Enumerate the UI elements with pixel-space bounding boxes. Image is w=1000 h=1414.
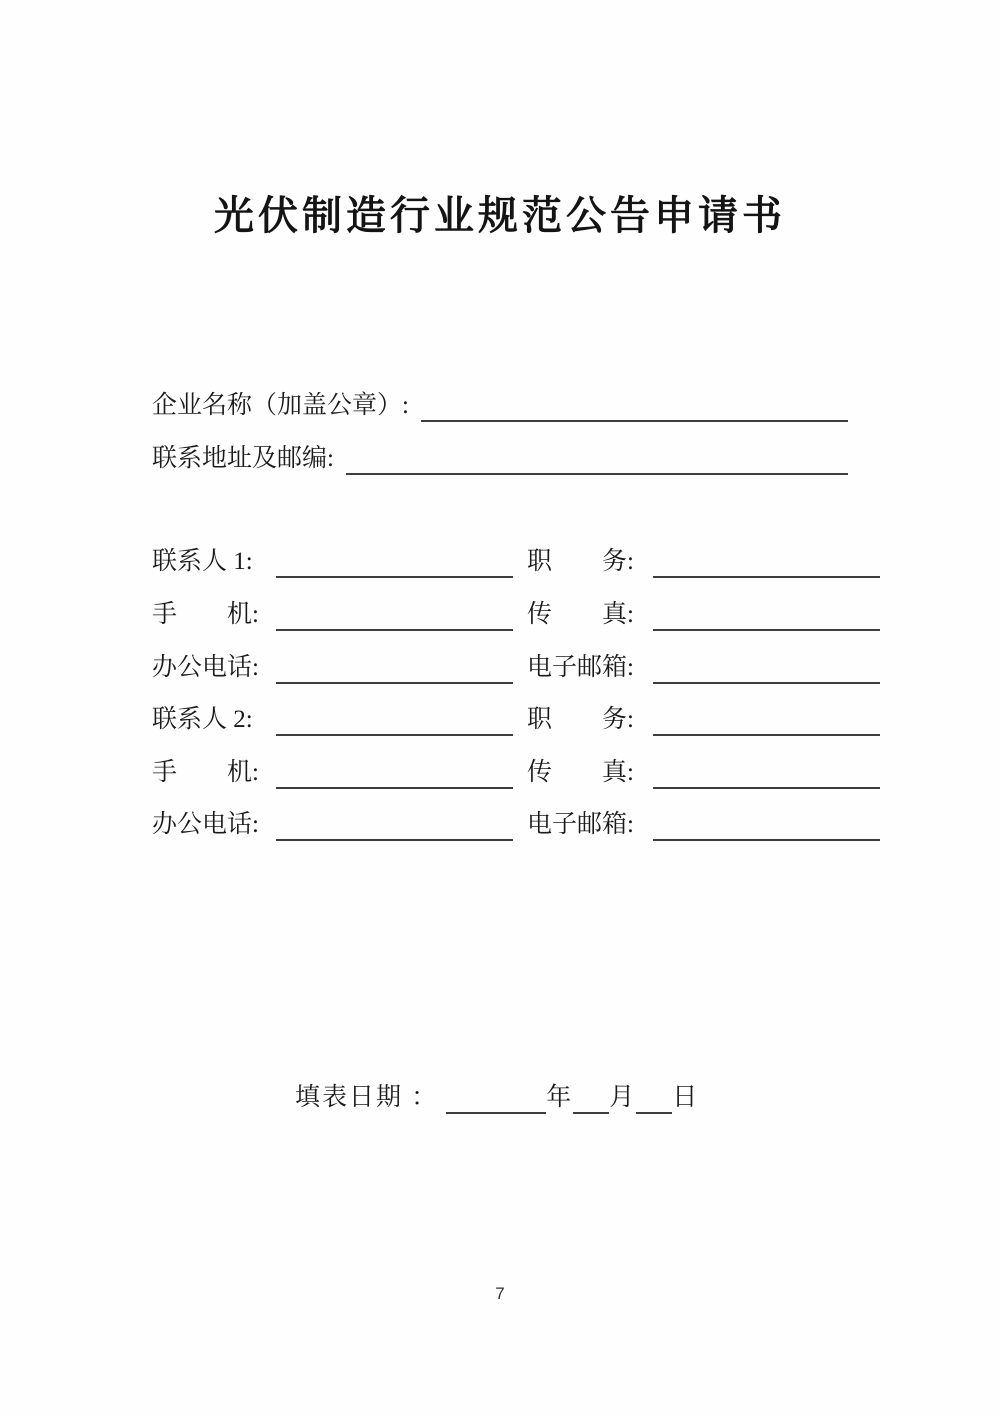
fill-date-row — [295, 1080, 699, 1114]
contact-person-1-label: 联系人 1: — [152, 548, 253, 575]
company-name-blank-line[interactable] — [421, 390, 848, 422]
month-blank-line[interactable] — [573, 1082, 609, 1114]
mobile-1-label: 手 机: — [152, 601, 259, 628]
office-phone-1-row — [152, 650, 880, 684]
mobile-2-label: 手 机: — [152, 759, 259, 786]
office-phone-1-blank-line[interactable] — [276, 652, 513, 684]
contact-person-1-row — [152, 544, 880, 578]
document-title: 光伏制造行业规范公告申请书 — [214, 193, 786, 238]
mobile-1-row — [152, 597, 880, 631]
position-1-blank-line[interactable] — [653, 546, 880, 578]
fax-1-blank-line[interactable] — [653, 599, 880, 631]
position-2-label: 职 务: — [527, 706, 634, 733]
fax-2-label: 传 真: — [527, 759, 634, 786]
email-1-label: 电子邮箱: — [527, 654, 634, 681]
office-phone-2-blank-line[interactable] — [276, 809, 513, 841]
contact-person-2-row — [152, 702, 880, 736]
office-phone-2-row — [152, 807, 880, 841]
position-2-blank-line[interactable] — [653, 704, 880, 736]
contact-person-2-name-blank-line[interactable] — [276, 704, 513, 736]
mobile-1-blank-line[interactable] — [276, 599, 513, 631]
contact-person-2-label: 联系人 2: — [152, 706, 253, 733]
office-phone-1-label: 办公电话: — [152, 654, 259, 681]
email-1-blank-line[interactable] — [653, 652, 880, 684]
office-phone-2-label: 办公电话: — [152, 811, 259, 838]
mobile-2-row — [152, 755, 880, 789]
mobile-2-blank-line[interactable] — [276, 757, 513, 789]
company-name-label: 企业名称（加盖公章）: — [152, 392, 409, 419]
email-2-label: 电子邮箱: — [527, 811, 634, 838]
company-name-row — [152, 388, 848, 422]
day-suffix-label: 日 — [672, 1084, 700, 1111]
contact-person-1-name-blank-line[interactable] — [276, 546, 513, 578]
day-blank-line[interactable] — [636, 1082, 672, 1114]
address-row — [152, 441, 848, 475]
month-suffix-label: 月 — [609, 1084, 637, 1111]
fax-1-label: 传 真: — [527, 601, 634, 628]
year-blank-line[interactable] — [446, 1082, 546, 1114]
fill-date-label: 填表日期 ： — [295, 1084, 439, 1111]
address-blank-line[interactable] — [346, 443, 848, 475]
address-label: 联系地址及邮编: — [152, 445, 334, 472]
year-suffix-label: 年 — [546, 1084, 574, 1111]
email-2-blank-line[interactable] — [653, 809, 880, 841]
fax-2-blank-line[interactable] — [653, 757, 880, 789]
position-1-label: 职 务: — [527, 548, 634, 575]
page-number: 7 — [495, 1284, 505, 1303]
